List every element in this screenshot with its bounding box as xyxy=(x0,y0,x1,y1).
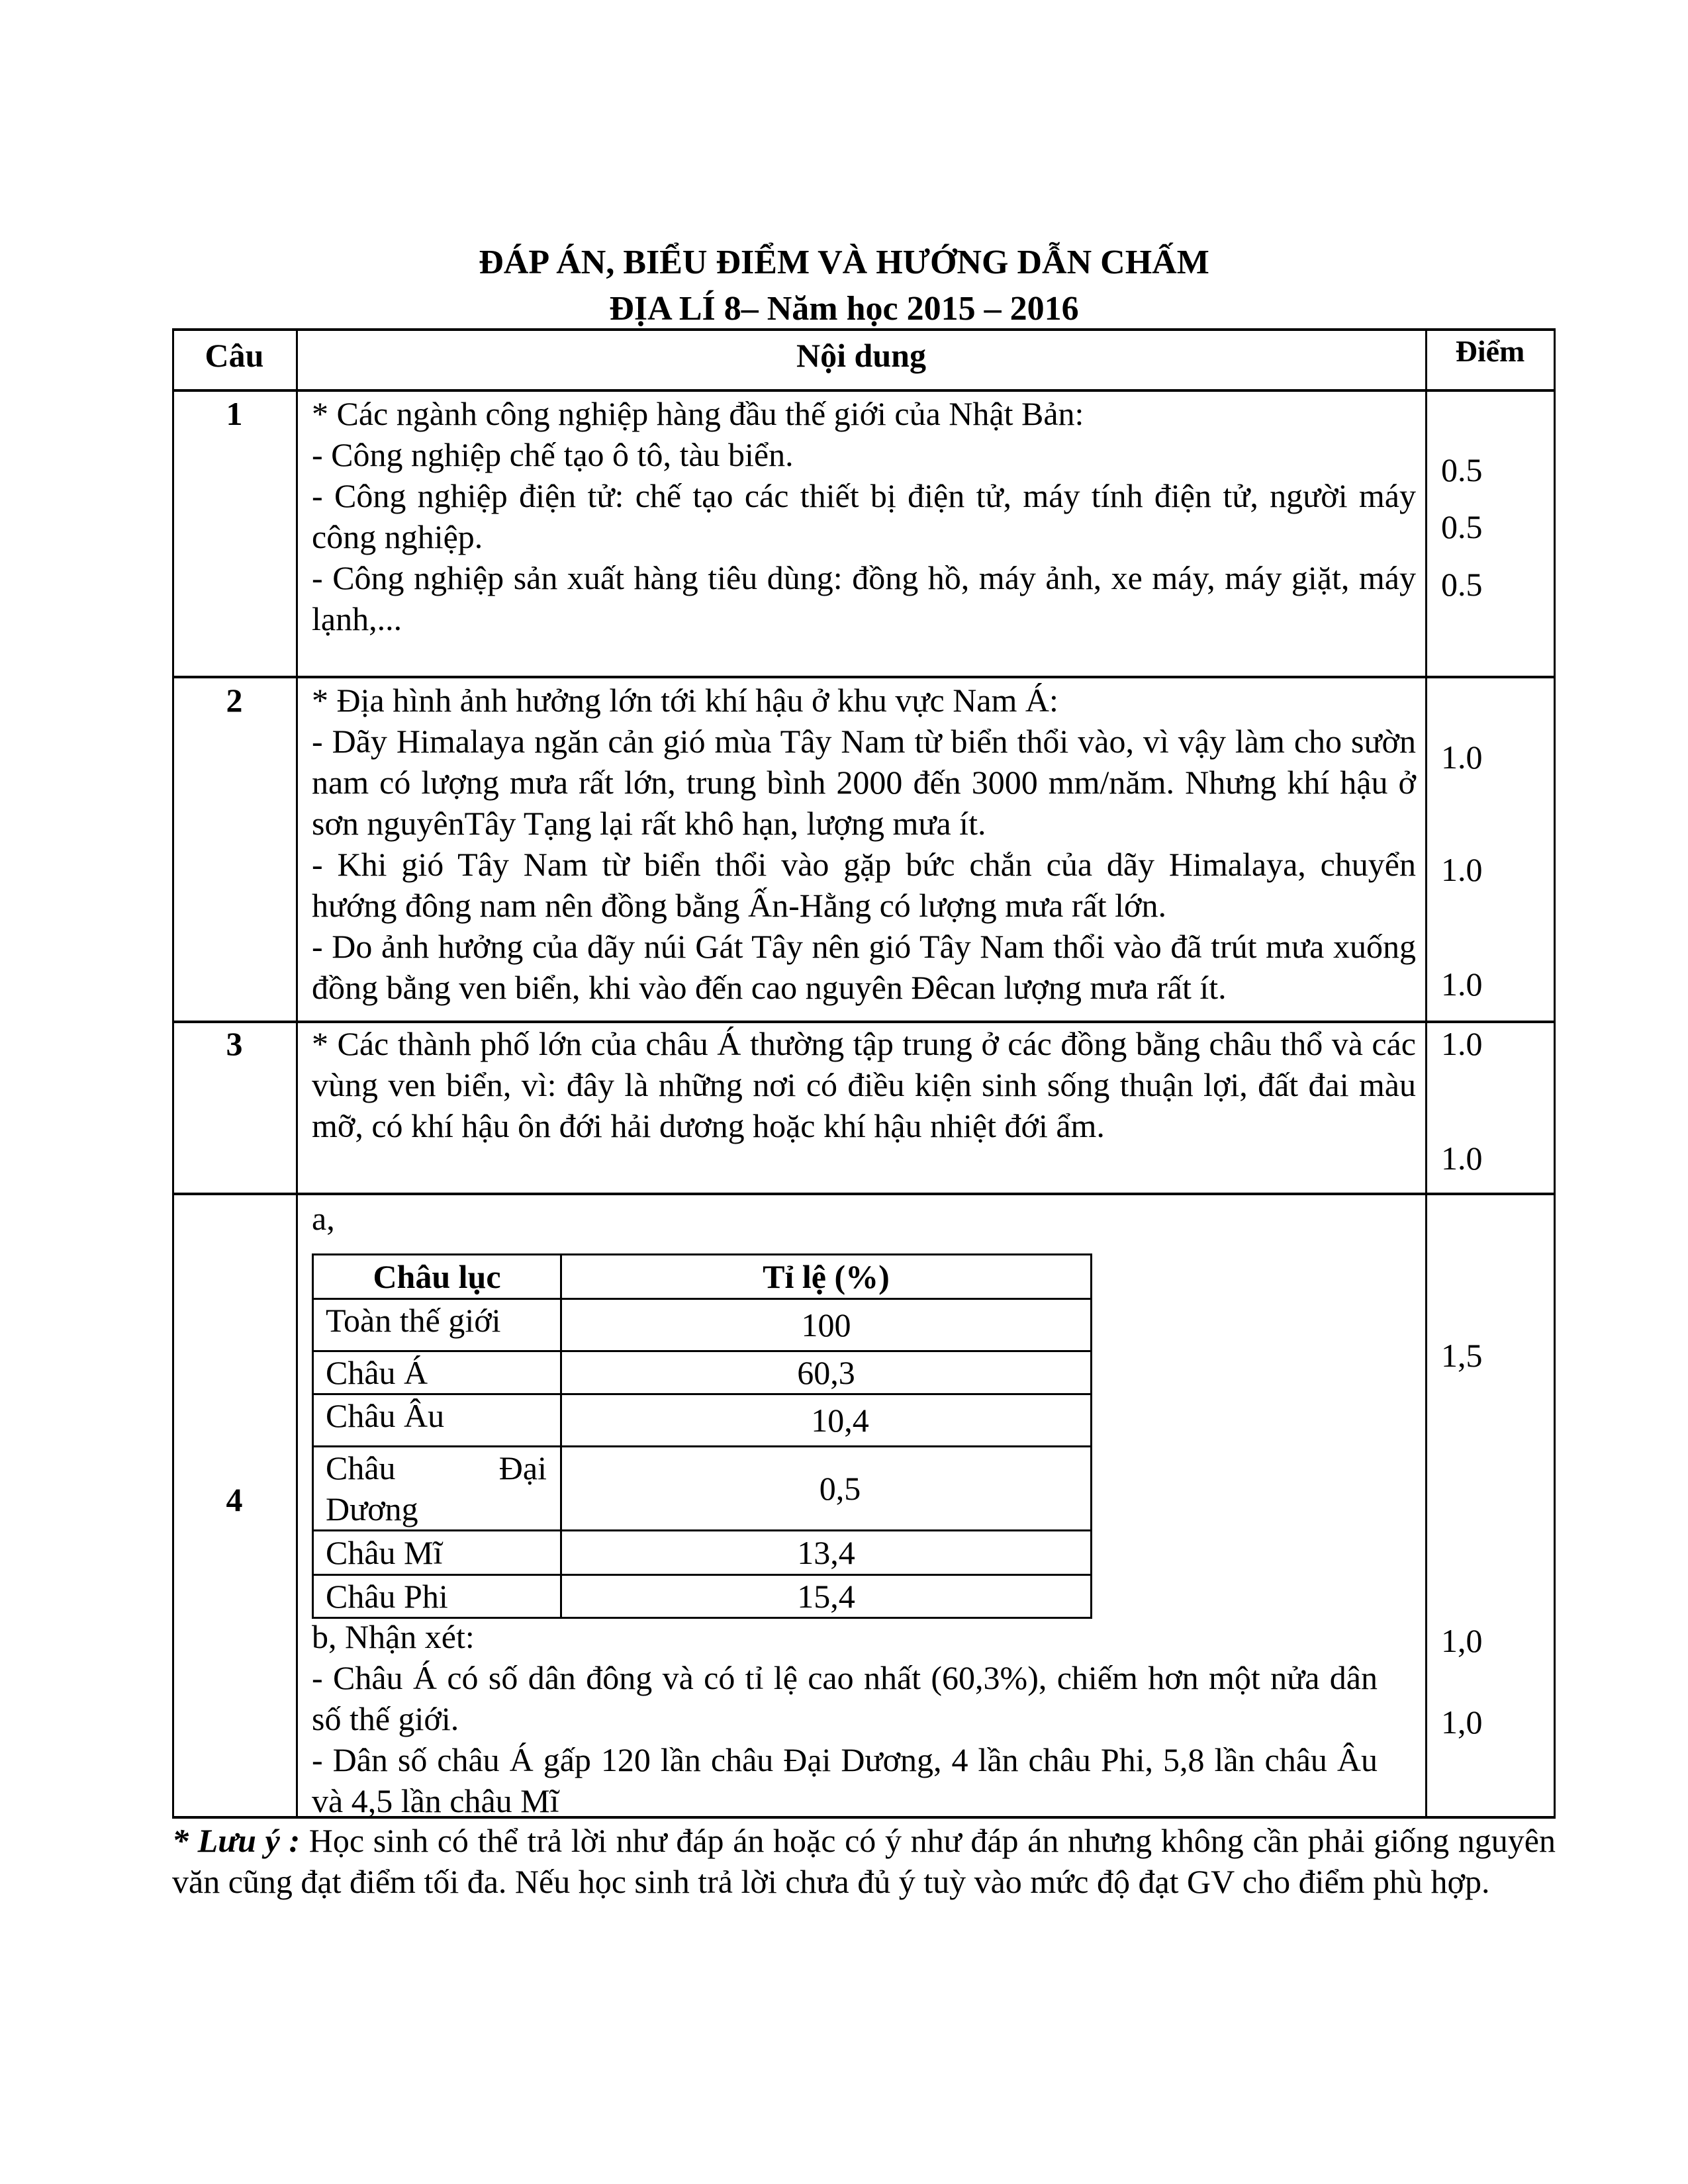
percent-cell: 100 xyxy=(561,1299,1092,1351)
score: 0.5 xyxy=(1441,566,1483,603)
question-number: 2 xyxy=(226,682,243,719)
continent-cell: Châu Đại Dương xyxy=(313,1447,561,1531)
score: 1.0 xyxy=(1441,739,1483,776)
divider xyxy=(296,328,298,1819)
answer-content xyxy=(312,680,1416,1008)
note-label: * Lưu ý : xyxy=(172,1822,301,1859)
answer-line: * Các thành phố lớn của châu Á thường tập trung ở các đồng bằng châu thổ và các vùng ven biển, vì: đây là những nơi có điều kiện sinh sống thuận lợi, đất đai màu mỡ, có khí hậu ôn đới hải dương hoặc khí hậu nhiệt đới ẩm. xyxy=(312,1025,1416,1144)
divider xyxy=(172,328,1556,331)
header-noi-dung: Nội dung xyxy=(796,337,926,374)
answer-line: - Công nghiệp chế tạo ô tô, tàu biển. xyxy=(312,436,794,473)
title-line-2: ĐỊA LÍ 8– Năm học 2015 – 2016 xyxy=(609,290,1079,328)
grading-note xyxy=(172,1820,1556,1902)
divider xyxy=(1425,328,1427,1819)
divider xyxy=(1554,328,1556,1819)
percent-cell: 60,3 xyxy=(561,1351,1092,1394)
continent-cell: Châu Á xyxy=(313,1351,561,1394)
answer-line: - Do ảnh hưởng của dãy núi Gát Tây nên gió Tây Nam thổi vào đã trút mưa xuống đồng bằng ven biển, khi vào đến cao nguyên Đêcan lượng mưa rất ít. xyxy=(312,928,1416,1006)
answer-line: - Dân số châu Á gấp 120 lần châu Đại Dương, 4 lần châu Phi, 5,8 lần châu Âu và 4,5 lần châu Mĩ xyxy=(312,1741,1378,1819)
score: 0.5 xyxy=(1441,508,1483,545)
question-number: 3 xyxy=(226,1025,243,1062)
divider xyxy=(172,676,1556,678)
percent-cell: 15,4 xyxy=(561,1575,1092,1618)
population-table xyxy=(312,1253,1092,1619)
score: 1.0 xyxy=(1441,1025,1483,1062)
percent-cell: 0,5 xyxy=(561,1447,1092,1531)
header-diem: Điểm xyxy=(1455,334,1525,368)
score: 1,5 xyxy=(1441,1337,1483,1374)
answer-line: b, Nhận xét: xyxy=(312,1618,475,1655)
answer-line: - Công nghiệp điện tử: chế tạo các thiết bị điện tử, máy tính điện tử, người máy công nghiệp. xyxy=(312,477,1416,555)
divider xyxy=(172,328,174,1819)
continent-cell: Toàn thế giới xyxy=(313,1299,561,1351)
score: 1.0 xyxy=(1441,966,1483,1003)
part-b-content xyxy=(312,1616,1378,1821)
score: 1,0 xyxy=(1441,1622,1483,1659)
score: 1.0 xyxy=(1441,1140,1483,1177)
answer-line: - Khi gió Tây Nam từ biển thổi vào gặp bức chắn của dãy Himalaya, chuyển hướng đông nam nên đồng bằng Ấn-Hằng có lượng mưa rất lớn. xyxy=(312,846,1416,924)
part-a-label: a, xyxy=(312,1200,335,1237)
answer-line: * Các ngành công nghiệp hàng đầu thế giới của Nhật Bản: xyxy=(312,395,1084,432)
question-number: 1 xyxy=(226,395,243,432)
answer-line: * Địa hình ảnh hưởng lớn tới khí hậu ở khu vực Nam Á: xyxy=(312,682,1058,719)
percent-cell: 10,4 xyxy=(561,1394,1092,1447)
note-text: Học sinh có thể trả lời như đáp án hoặc có ý như đáp án nhưng không cần phải giống nguyên văn cũng đạt điểm tối đa. Nếu học sinh trả lời chưa đủ ý tuỳ vào mức độ đạt GV cho điểm phù hợp. xyxy=(172,1822,1556,1900)
score: 1.0 xyxy=(1441,851,1483,888)
answer-line: - Châu Á có số dân đông và có tỉ lệ cao nhất (60,3%), chiếm hơn một nửa dân số thế giới. xyxy=(312,1659,1378,1737)
answer-content xyxy=(312,1023,1416,1146)
divider xyxy=(172,1193,1556,1195)
divider xyxy=(172,389,1556,392)
inner-header: Tỉ lệ (%) xyxy=(561,1255,1092,1299)
score: 1,0 xyxy=(1441,1704,1483,1741)
answer-content xyxy=(312,393,1416,639)
percent-cell: 13,4 xyxy=(561,1531,1092,1575)
title-line-1: ĐÁP ÁN, BIỂU ĐIỂM VÀ HƯỚNG DẪN CHẤM xyxy=(479,244,1209,281)
continent-cell: Châu Âu xyxy=(313,1394,561,1447)
question-number: 4 xyxy=(226,1481,243,1518)
continent-cell: Châu Phi xyxy=(313,1575,561,1618)
score: 0.5 xyxy=(1441,451,1483,488)
header-cau: Câu xyxy=(205,337,264,374)
answer-line: - Dãy Himalaya ngăn cản gió mùa Tây Nam từ biển thổi vào, vì vậy làm cho sườn nam có lượng mưa rất lớn, trung bình 2000 đến 3000 mm/năm. Nhưng khí hậu ở sơn nguyênTây Tạng lại rất khô hạn, lượng mưa ít. xyxy=(312,723,1416,842)
continent-cell: Châu Mĩ xyxy=(313,1531,561,1575)
inner-header: Châu lục xyxy=(313,1255,561,1299)
answer-line: - Công nghiệp sản xuất hàng tiêu dùng: đồng hồ, máy ảnh, xe máy, máy giặt, máy lạnh,... xyxy=(312,559,1416,637)
